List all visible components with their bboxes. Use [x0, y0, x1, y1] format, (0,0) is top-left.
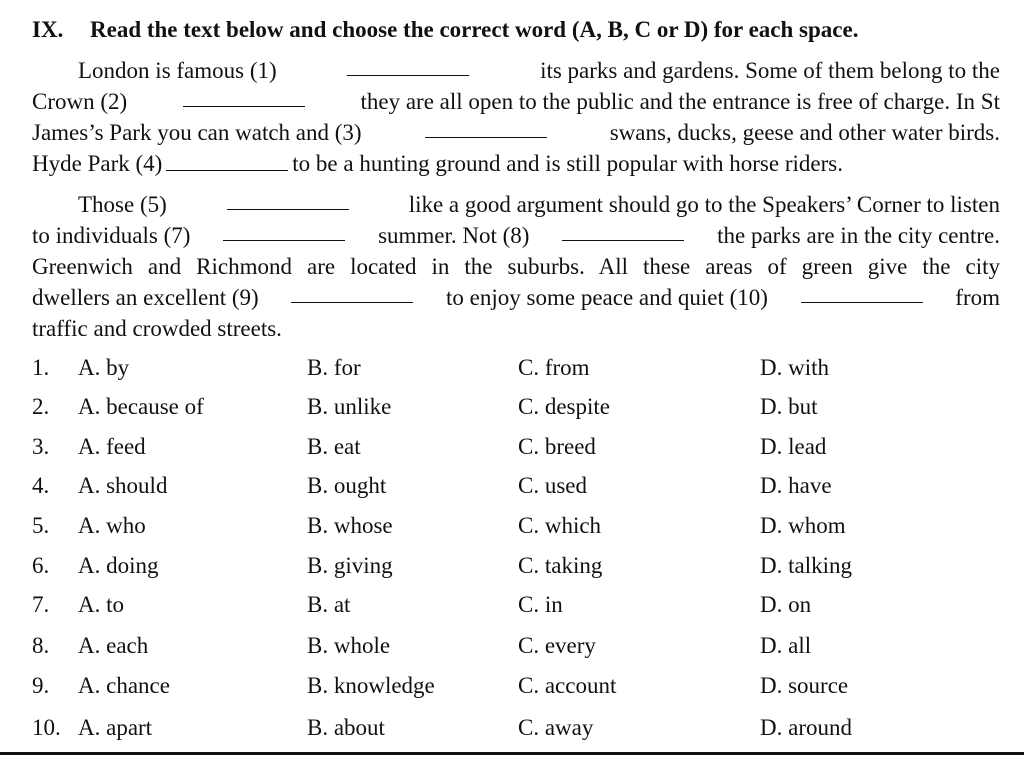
answer-blank-7	[223, 220, 345, 241]
question-number: 10.	[32, 715, 61, 740]
question-number: 4.	[32, 473, 50, 498]
option-b[interactable]: B. ought	[307, 473, 387, 498]
exercise-number: IX.	[32, 17, 64, 42]
answer-blank-2	[183, 86, 305, 107]
answer-blank-3	[425, 117, 547, 138]
question-number: 3.	[32, 434, 50, 459]
option-d[interactable]: D. lead	[760, 434, 827, 459]
question-number: 5.	[32, 513, 50, 538]
question-row-9	[32, 666, 1012, 706]
passage-line: to individuals (7) summer. Not (8) the parks are in the city centre.	[32, 220, 1000, 251]
passage-line: Crown (2) they are all open to the public and the entrance is free of charge. In St	[32, 86, 1000, 117]
question-number: 7.	[32, 592, 50, 617]
option-d[interactable]: D. have	[760, 473, 832, 498]
bottom-rule	[0, 752, 1024, 755]
passage-line: James’s Park you can watch and (3) swans, ducks, geese and other water birds.	[32, 117, 1000, 148]
option-d[interactable]: D. with	[760, 355, 829, 380]
option-d[interactable]: D. on	[760, 592, 812, 617]
option-c[interactable]: C. every	[518, 633, 596, 658]
exercise-instruction: Read the text below and choose the correct word (A, B, C or D) for each space.	[90, 17, 859, 42]
option-a[interactable]: A. because of	[78, 394, 204, 419]
option-b[interactable]: B. whole	[307, 633, 391, 658]
passage-line: dwellers an excellent (9) to enjoy some peace and quiet (10) from	[32, 282, 1000, 313]
option-a[interactable]: A. by	[78, 355, 130, 380]
option-a[interactable]: A. doing	[78, 553, 159, 578]
question-row-3	[32, 427, 1012, 467]
option-a[interactable]: A. who	[78, 513, 146, 538]
option-d[interactable]: D. around	[760, 715, 852, 740]
option-c[interactable]: C. which	[518, 513, 602, 538]
question-row-7	[32, 585, 1012, 625]
option-d[interactable]: D. all	[760, 633, 812, 658]
question-number: 8.	[32, 633, 50, 658]
question-row-6	[32, 546, 1012, 586]
passage-paragraph-2	[32, 189, 1000, 344]
option-b[interactable]: B. at	[307, 592, 351, 617]
passage-line: London is famous (1) its parks and gardens. Some of them belong to the	[32, 55, 1000, 86]
option-a[interactable]: A. chance	[78, 673, 170, 698]
exercise-heading	[32, 14, 1012, 46]
answer-blank-9	[291, 282, 413, 303]
answer-blank-5	[227, 189, 349, 210]
option-d[interactable]: D. but	[760, 394, 818, 419]
option-b[interactable]: B. unlike	[307, 394, 392, 419]
question-number: 9.	[32, 673, 50, 698]
option-a[interactable]: A. apart	[78, 715, 153, 740]
passage-line: traffic and crowded streets.	[32, 316, 282, 341]
question-row-8	[32, 626, 1012, 666]
question-row-5	[32, 506, 1012, 546]
option-b[interactable]: B. eat	[307, 434, 361, 459]
answer-blank-8	[562, 220, 684, 241]
option-c[interactable]: C. used	[518, 473, 587, 498]
question-number: 2.	[32, 394, 50, 419]
option-b[interactable]: B. about	[307, 715, 385, 740]
option-b[interactable]: B. whose	[307, 513, 393, 538]
option-b[interactable]: B. knowledge	[307, 673, 435, 698]
option-c[interactable]: C. taking	[518, 553, 603, 578]
question-row-1	[32, 348, 1012, 388]
option-a[interactable]: A. feed	[78, 434, 146, 459]
option-c[interactable]: C. breed	[518, 434, 596, 459]
option-a[interactable]: A. to	[78, 592, 124, 617]
question-number: 6.	[32, 553, 50, 578]
passage-line: Those (5) like a good argument should go to the Speakers’ Corner to listen	[32, 189, 1000, 220]
passage-line: Greenwich and Richmond are located in the suburbs. All these areas of green give the city	[32, 254, 1000, 279]
option-c[interactable]: C. despite	[518, 394, 610, 419]
passage-paragraph-1	[32, 55, 1000, 179]
option-b[interactable]: B. giving	[307, 553, 393, 578]
question-row-4	[32, 466, 1012, 506]
question-number: 1.	[32, 355, 50, 380]
option-c[interactable]: C. account	[518, 673, 617, 698]
question-row-2	[32, 387, 1012, 427]
passage-line: Hyde Park (4) to be a hunting ground and is still popular with horse riders.	[32, 151, 843, 176]
option-c[interactable]: C. away	[518, 715, 594, 740]
answer-blank-4	[166, 150, 288, 171]
option-d[interactable]: D. talking	[760, 553, 852, 578]
question-row-10	[32, 708, 1012, 748]
answer-blank-1	[347, 55, 469, 76]
option-c[interactable]: C. in	[518, 592, 563, 617]
option-b[interactable]: B. for	[307, 355, 361, 380]
option-c[interactable]: C. from	[518, 355, 590, 380]
option-d[interactable]: D. whom	[760, 513, 846, 538]
option-a[interactable]: A. each	[78, 633, 149, 658]
option-a[interactable]: A. should	[78, 473, 168, 498]
option-d[interactable]: D. source	[760, 673, 849, 698]
answer-blank-10	[801, 282, 923, 303]
